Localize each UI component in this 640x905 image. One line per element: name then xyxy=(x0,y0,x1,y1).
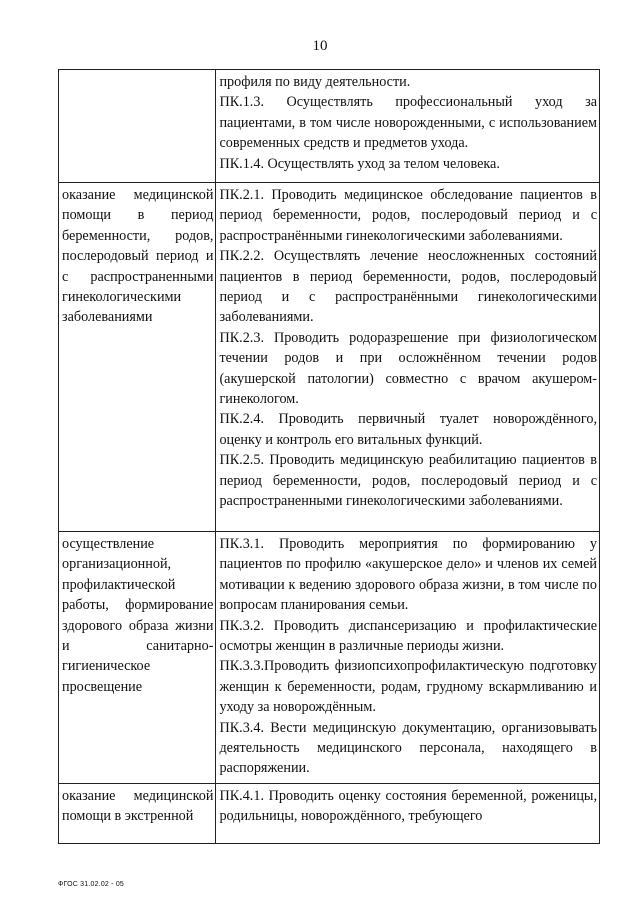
table-row xyxy=(59,532,600,784)
competency-item: ПК.3.1. Проводить мероприятия по формированию у пациентов по профилю «акушерское дело» и членов их семей мотивации к ведению здорового образа жизни, в том числе по вопросам планирования семьи. xyxy=(219,536,597,614)
competency-item: ПК.2.5. Проводить медицинскую реабилитацию пациентов в период беременности, родов, послеродовый период и с распространенными гинекологическими заболеваниями. xyxy=(219,452,597,510)
activity-area-cell xyxy=(59,70,216,183)
document-footer: ФГОС 31.02.02 - 05 xyxy=(58,881,125,888)
competency-item: ПК.2.2. Осуществлять лечение неосложненных состояний пациентов в период беременности, родов, послеродовый период и с распространёнными гинекологическими заболеваниями. xyxy=(219,248,597,326)
competency-cell xyxy=(216,70,600,183)
competency-item: ПК.3.3.Проводить физиопсихопрофилактическую подготовку женщин к беременности, родам, грудному вскармливанию и уходу за новорождённым. xyxy=(219,658,597,716)
competency-table xyxy=(58,69,600,844)
competency-item: ПК.1.4. Осуществлять уход за телом человека. xyxy=(219,155,500,172)
activity-area-cell: оказание медицинской помощи в период беременности, родов, послеродовый период и с распространенными гинекологическими заболеваниями xyxy=(59,183,216,532)
competency-item: профиля по виду деятельности. xyxy=(219,74,411,90)
competency-cell xyxy=(216,183,600,532)
competency-item: ПК.4.1. Проводить оценку состояния беременной, роженицы, родильницы, новорождённого, требующего xyxy=(219,787,597,825)
activity-area-cell: оказание медицинской помощи в экстренной xyxy=(59,783,216,843)
competency-cell xyxy=(216,783,600,843)
competency-item: ПК.2.1. Проводить медицинское обследование пациентов в период беременности, родов, послеродовый период и с распространёнными гинекологическими заболеваниями. xyxy=(219,187,597,244)
competency-cell xyxy=(216,532,600,784)
competency-item: ПК.3.2. Проводить диспансеризацию и профилактические осмотры женщин в различные периоды жизни. xyxy=(219,617,597,655)
table-row xyxy=(59,783,600,843)
activity-area-cell: осуществление организационной, профилактической работы, формирование здорового образа жизни и санитарно-гигиеническое просвещение xyxy=(59,532,216,784)
table-row xyxy=(59,70,600,183)
competency-item: ПК.2.4. Проводить первичный туалет новорождённого, оценку и контроль его витальных функций. xyxy=(219,411,597,448)
competency-item: ПК.1.3. Осуществлять профессиональный уход за пациентами, в том числе новорожденными, с использованием современных средств и предметов ухода. xyxy=(219,94,597,152)
competency-item: ПК.3.4. Вести медицинскую документацию, организовывать деятельность медицинского персонала, находящего в распоряжении. xyxy=(219,719,597,777)
table-row xyxy=(59,183,600,532)
page-number: 10 xyxy=(312,38,328,54)
competency-item: ПК.2.3. Проводить родоразрешение при физиологическом течении родов и при осложнённом течении родов (акушерской патологии) совместно с врачом акушером-гинекологом. xyxy=(219,329,597,408)
